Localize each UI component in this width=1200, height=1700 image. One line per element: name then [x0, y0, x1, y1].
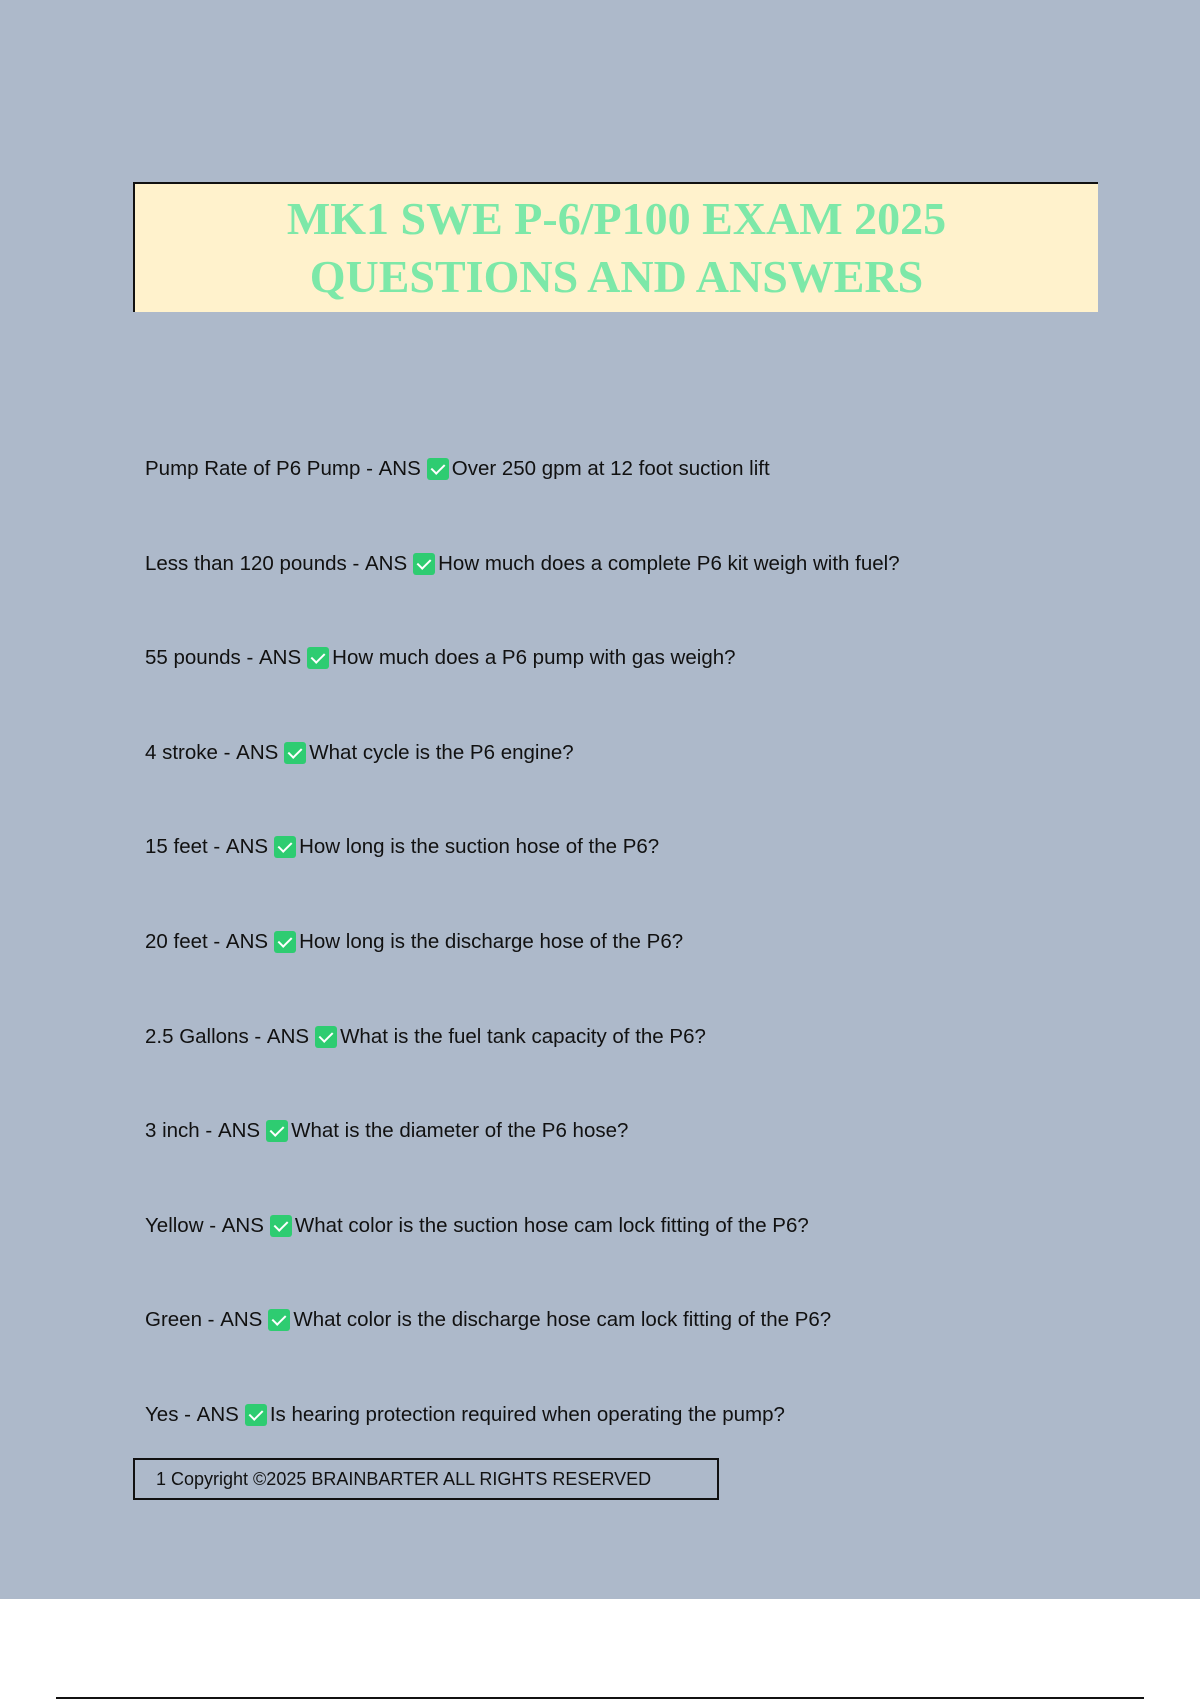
qa-prompt: 20 feet: [145, 930, 208, 953]
qa-dash: -: [201, 1308, 221, 1331]
qa-ans-label: ANS: [225, 835, 269, 858]
qa-ans-label: ANS: [221, 1214, 264, 1237]
qa-dash: -: [240, 646, 259, 669]
check-mark-icon: [274, 836, 296, 858]
qa-ans-label: ANS: [236, 741, 279, 764]
qa-answer: Is hearing protection required when operating the pump?: [269, 1403, 785, 1426]
qa-answer: How much does a complete P6 kit weigh with fuel?: [438, 552, 900, 575]
qa-dash: -: [207, 835, 226, 858]
qa-answer: What cycle is the P6 engine?: [309, 741, 574, 764]
title-box: [133, 182, 1098, 312]
qa-item: [145, 832, 659, 862]
check-mark-icon: [413, 553, 435, 575]
check-mark-icon: [274, 931, 296, 953]
qa-answer: Over 250 gpm at 12 foot suction lift: [451, 457, 770, 480]
qa-dash: -: [199, 1119, 218, 1142]
qa-item: [145, 738, 574, 768]
qa-answer: What is the diameter of the P6 hose?: [291, 1119, 629, 1142]
qa-prompt: Yes: [145, 1403, 179, 1426]
qa-dash: -: [217, 741, 237, 764]
qa-answer: How much does a P6 pump with gas weigh?: [332, 646, 736, 669]
qa-item: [145, 1022, 706, 1052]
check-mark-icon: [266, 1120, 288, 1142]
qa-answer: How long is the suction hose of the P6?: [299, 835, 660, 858]
check-mark-icon: [245, 1404, 267, 1426]
qa-item: [145, 927, 683, 957]
qa-prompt: Pump Rate of P6 Pump: [145, 457, 361, 480]
qa-item: [145, 1305, 831, 1335]
qa-ans-label: ANS: [225, 930, 269, 953]
copyright-footer: [133, 1458, 719, 1500]
qa-prompt: 15 feet: [145, 835, 208, 858]
check-mark-icon: [268, 1309, 290, 1331]
check-mark-icon: [284, 742, 306, 764]
qa-prompt: 2.5 Gallons: [145, 1025, 249, 1048]
qa-prompt: Less than 120 pounds: [145, 552, 347, 575]
qa-dash: -: [178, 1403, 197, 1426]
qa-item: [145, 549, 900, 579]
title-line-2: QUESTIONS AND ANSWERS: [309, 251, 924, 302]
qa-dash: -: [248, 1025, 267, 1048]
qa-dash: -: [360, 457, 379, 480]
qa-answer: What color is the suction hose cam lock fitting of the P6?: [294, 1214, 809, 1237]
qa-ans-label: ANS: [364, 552, 408, 575]
qa-dash: -: [346, 552, 365, 575]
qa-ans-label: ANS: [266, 1025, 310, 1048]
qa-prompt: 3 inch: [145, 1119, 200, 1142]
qa-item: [145, 454, 770, 484]
qa-prompt: 4 stroke: [145, 741, 218, 764]
qa-item: [145, 1116, 628, 1146]
qa-dash: -: [203, 1214, 222, 1237]
check-mark-icon: [427, 458, 449, 480]
qa-answer: How long is the discharge hose of the P6?: [299, 930, 684, 953]
check-mark-icon: [315, 1026, 337, 1048]
qa-item: [145, 1400, 785, 1430]
title-line-1: MK1 SWE P-6/P100 EXAM 2025: [286, 193, 947, 244]
qa-prompt: Yellow: [145, 1214, 204, 1237]
bottom-rule: [56, 1697, 1144, 1699]
qa-ans-label: ANS: [217, 1119, 261, 1142]
check-mark-icon: [270, 1215, 292, 1237]
copyright-text: 1 Copyright ©2025 BRAINBARTER ALL RIGHTS RESERVED: [156, 1468, 652, 1489]
qa-prompt: 55 pounds: [145, 646, 241, 669]
qa-prompt: Green: [145, 1308, 202, 1331]
qa-ans-label: ANS: [220, 1308, 263, 1331]
qa-ans-label: ANS: [378, 457, 421, 480]
qa-item: [145, 1211, 809, 1241]
qa-item: [145, 643, 736, 673]
qa-answer: What is the fuel tank capacity of the P6?: [340, 1025, 706, 1048]
qa-ans-label: ANS: [196, 1403, 239, 1426]
qa-answer: What color is the discharge hose cam lock fitting of the P6?: [293, 1308, 832, 1331]
check-mark-icon: [307, 647, 329, 669]
qa-ans-label: ANS: [258, 646, 302, 669]
qa-dash: -: [207, 930, 226, 953]
